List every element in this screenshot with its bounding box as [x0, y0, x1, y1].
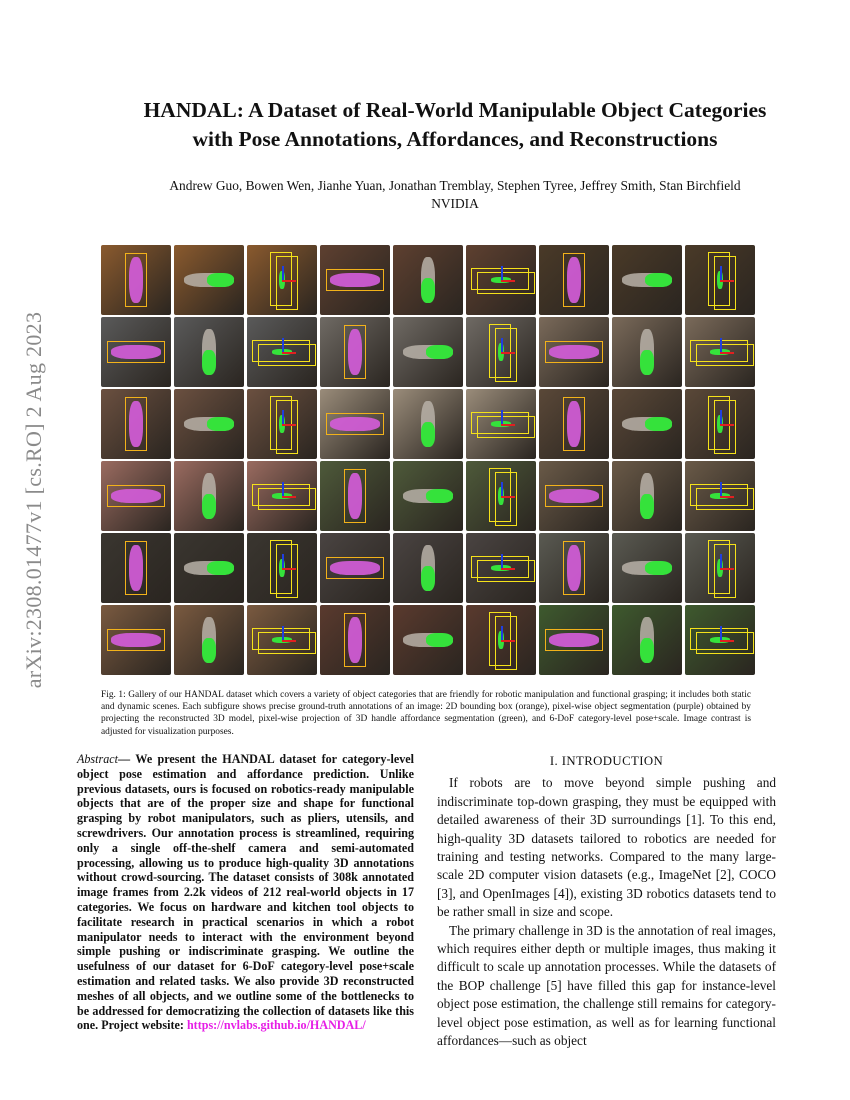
affordance-mask — [421, 566, 435, 591]
pose-axis-x — [720, 640, 734, 642]
gallery-image — [247, 245, 317, 315]
gallery-image — [101, 245, 171, 315]
gallery-image — [612, 389, 682, 459]
gallery-image — [174, 605, 244, 675]
pose-axis-x — [720, 496, 734, 498]
pose-axis-x — [282, 424, 296, 426]
pose-axis-y — [501, 338, 503, 352]
gallery-image — [101, 389, 171, 459]
pose-cuboid-back — [258, 488, 316, 510]
pose-axis-x — [720, 424, 734, 426]
gallery-image — [101, 605, 171, 675]
pose-axis-x — [720, 280, 734, 282]
gallery-image — [685, 461, 755, 531]
gallery-image — [247, 461, 317, 531]
gallery-image — [466, 245, 536, 315]
abstract-column — [77, 752, 414, 1033]
pose-cuboid-back — [258, 344, 316, 366]
gallery-image — [539, 605, 609, 675]
segmentation-mask — [111, 345, 161, 359]
affordance-mask — [421, 422, 435, 447]
gallery-image — [685, 533, 755, 603]
author-list: Andrew Guo, Bowen Wen, Jianhe Yuan, Jonathan Tremblay, Stephen Tyree, Jeffrey Smith, Stan Birchfield — [169, 178, 741, 193]
intro-paragraph-1: If robots are to move beyond simple pushing and indiscriminate top-down grasping, they must be equipped with detailed awareness of their 3D surroundings [1]. To this end, high-quality 3D datasets tailored to robotics are needed for training and testing networks. Compared to the many large-scale 2D computer vision datasets (e.g., ImageNet [2], COCO [3], and OpenImages [4]), existing 3D robotics datasets tend to be rather small in size and scope. — [437, 775, 776, 920]
affordance-mask — [207, 561, 235, 575]
gallery-image — [320, 533, 390, 603]
gallery-image — [393, 317, 463, 387]
pose-axis-y — [501, 554, 503, 568]
abstract-body: We present the HANDAL dataset for category-level object pose estimation and affordance prediction. Unlike previous datasets, ours is focused on robotics-ready manipulable objects that are of the proper size and shape for functional grasping by robot manipulators, such as pliers, utensils, and screwdrivers. Our annotation process is streamlined, requiring only a single off-the-shelf camera and semi-automated processing, allowing us to produce high-quality 3D annotations without crowd-sourcing. The dataset consists of 308k annotated image frames from 2.2k videos of 212 real-world objects in 17 categories. We focus on hardware and kitchen tool objects to facilitate research in practical scenarios in which a robot manipulator needs to interact with the environment beyond simple pushing or indiscriminate grasping. We outline the usefulness of our dataset for 6-DoF category-level pose+scale estimation and related tasks. We also provide 3D reconstructed meshes of all objects, and we outline some of the bottlenecks to be addressed for democratizing the collection of datasets like this one. Project website: — [77, 752, 414, 1033]
gallery-image — [247, 389, 317, 459]
figure-caption: Fig. 1: Gallery of our HANDAL dataset which covers a variety of object categories that are friendly for robotic manipulation and functional grasping; it includes both static and dynamic scenes. Each subfigure shows precise ground-truth annotations of an image: 2D bounding box (orange), pixel-wise object segmentation (purple) obtained by projecting the reconstructed 3D model, pixel-wise projection of 3D handle affordance segmentation (green), and 6-DoF category-level pose+scale. Image contrast is adjusted for visualization purposes. — [101, 690, 751, 737]
gallery-image — [174, 317, 244, 387]
segmentation-mask — [348, 473, 362, 519]
gallery-figure — [101, 245, 751, 679]
gallery-image — [612, 317, 682, 387]
segmentation-mask — [330, 561, 380, 575]
segmentation-mask — [330, 417, 380, 431]
affordance-mask — [426, 633, 454, 647]
pose-cuboid-back — [477, 560, 535, 582]
gallery-image — [101, 317, 171, 387]
gallery-image — [174, 533, 244, 603]
pose-cuboid-back — [477, 272, 535, 294]
segmentation-mask — [567, 257, 581, 303]
introduction-column — [437, 752, 776, 1051]
arxiv-stamp — [14, 290, 54, 710]
pose-axis-x — [282, 568, 296, 570]
pose-axis-y — [501, 410, 503, 424]
segmentation-mask — [549, 633, 599, 647]
affordance-mask — [202, 494, 216, 519]
segmentation-mask — [111, 633, 161, 647]
gallery-image — [612, 245, 682, 315]
segmentation-mask — [549, 345, 599, 359]
pose-axis-y — [720, 554, 722, 568]
arxiv-identifier: arXiv:2308.01477v1 [cs.RO] 2 Aug 2023 — [21, 311, 46, 689]
affiliation: NVIDIA — [431, 196, 479, 211]
abstract-dash: — — [117, 752, 131, 766]
intro-paragraph-2: The primary challenge in 3D is the annotation of real images, which requires either depth or multiple images, thus making it difficult to scale up annotation processes. While the datasets of the BOP challenge [5] have filled this gap for instance-level object pose estimation, the challenge still remains for category-level object pose estimation, as well as for learning functional affordances—such as object — [437, 922, 776, 1049]
pose-axis-x — [501, 280, 515, 282]
pose-axis-x — [501, 424, 515, 426]
gallery-image — [539, 533, 609, 603]
gallery-image — [320, 605, 390, 675]
affordance-mask — [207, 273, 235, 287]
segmentation-mask — [567, 545, 581, 591]
pose-axis-y — [282, 626, 284, 640]
pose-axis-y — [282, 338, 284, 352]
section-heading: I. INTRODUCTION — [549, 754, 664, 768]
pose-axis-y — [720, 266, 722, 280]
gallery-image — [247, 605, 317, 675]
project-website-link[interactable]: https://nvlabs.github.io/HANDAL/ — [186, 1018, 366, 1033]
gallery-image — [539, 317, 609, 387]
gallery-image — [174, 245, 244, 315]
gallery-image — [539, 389, 609, 459]
gallery-image — [320, 461, 390, 531]
pose-axis-x — [720, 352, 734, 354]
affordance-mask — [202, 638, 216, 663]
gallery-image — [174, 461, 244, 531]
pose-axis-x — [501, 352, 515, 354]
abstract-heading: Abstract — [77, 752, 118, 766]
pose-axis-y — [720, 482, 722, 496]
gallery-image — [393, 605, 463, 675]
pose-cuboid-back — [258, 632, 316, 654]
gallery-image — [685, 605, 755, 675]
gallery-image — [393, 245, 463, 315]
pose-axis-x — [720, 568, 734, 570]
pose-cuboid-back — [696, 344, 754, 366]
title-line-2: with Pose Annotations, Affordances, and Reconstructions — [192, 127, 718, 151]
gallery-image — [320, 317, 390, 387]
segmentation-mask — [348, 617, 362, 663]
gallery-image — [466, 389, 536, 459]
gallery-image — [393, 389, 463, 459]
segmentation-mask — [348, 329, 362, 375]
pose-axis-x — [282, 496, 296, 498]
gallery-image — [393, 533, 463, 603]
affordance-mask — [640, 638, 654, 663]
affordance-mask — [426, 345, 454, 359]
paper-title — [60, 96, 850, 154]
gallery-image — [247, 533, 317, 603]
pose-cuboid-back — [477, 416, 535, 438]
title-line-1: HANDAL: A Dataset of Real-World Manipulable Object Categories — [143, 98, 767, 122]
affordance-mask — [207, 417, 235, 431]
segmentation-mask — [129, 257, 143, 303]
pose-axis-y — [282, 266, 284, 280]
pose-axis-y — [720, 338, 722, 352]
affordance-mask — [645, 561, 673, 575]
affordance-mask — [645, 273, 673, 287]
affordance-mask — [645, 417, 673, 431]
affordance-mask — [202, 350, 216, 375]
pose-axis-y — [282, 554, 284, 568]
pose-axis-x — [501, 568, 515, 570]
pose-axis-y — [501, 482, 503, 496]
affordance-mask — [421, 278, 435, 303]
affordance-mask — [426, 489, 454, 503]
pose-cuboid-back — [696, 488, 754, 510]
pose-axis-y — [501, 266, 503, 280]
gallery-image — [612, 533, 682, 603]
pose-axis-y — [720, 626, 722, 640]
segmentation-mask — [111, 489, 161, 503]
gallery-image — [539, 461, 609, 531]
segmentation-mask — [567, 401, 581, 447]
pose-axis-x — [501, 496, 515, 498]
pose-axis-y — [720, 410, 722, 424]
gallery-image — [466, 317, 536, 387]
pose-axis-y — [282, 482, 284, 496]
affordance-mask — [640, 494, 654, 519]
gallery-image — [612, 605, 682, 675]
gallery-image — [612, 461, 682, 531]
pose-axis-x — [282, 280, 296, 282]
gallery-image — [685, 317, 755, 387]
segmentation-mask — [129, 401, 143, 447]
gallery-image — [539, 245, 609, 315]
gallery-image — [101, 533, 171, 603]
gallery-image — [466, 533, 536, 603]
pose-axis-x — [282, 352, 296, 354]
pose-axis-x — [282, 640, 296, 642]
pose-axis-y — [282, 410, 284, 424]
gallery-image — [685, 389, 755, 459]
gallery-image — [393, 461, 463, 531]
gallery-image — [466, 605, 536, 675]
gallery-image — [466, 461, 536, 531]
affordance-mask — [640, 350, 654, 375]
pose-axis-y — [501, 626, 503, 640]
gallery-image — [685, 245, 755, 315]
segmentation-mask — [330, 273, 380, 287]
pose-cuboid-back — [696, 632, 754, 654]
gallery-image — [174, 389, 244, 459]
pose-axis-x — [501, 640, 515, 642]
gallery-image — [320, 389, 390, 459]
gallery-image — [101, 461, 171, 531]
gallery-image — [247, 317, 317, 387]
segmentation-mask — [129, 545, 143, 591]
gallery-image — [320, 245, 390, 315]
segmentation-mask — [549, 489, 599, 503]
